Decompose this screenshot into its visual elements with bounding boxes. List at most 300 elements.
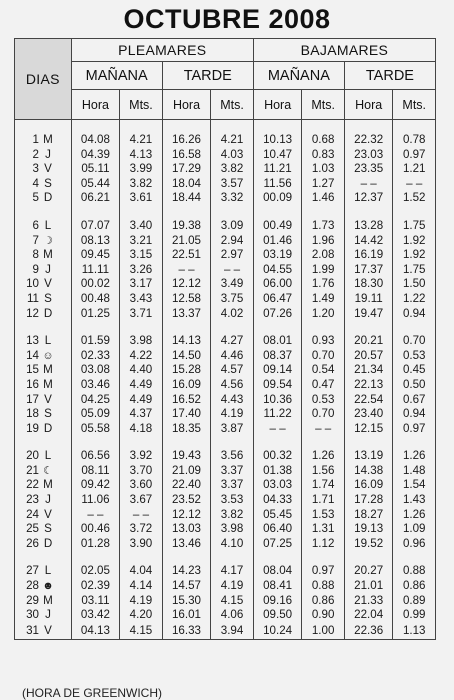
spacer-cell xyxy=(211,206,254,219)
low-am-time: 11.56 xyxy=(253,177,302,192)
low-pm-time: 23.03 xyxy=(344,148,393,163)
high-pm-time: 12.12 xyxy=(162,508,211,523)
high-pm-height: 4.17 xyxy=(211,564,254,579)
high-pm-height: 4.03 xyxy=(211,148,254,163)
high-am-height: 3.71 xyxy=(120,307,163,322)
bajamares-manana-header: MAÑANA xyxy=(253,62,344,90)
low-am-height: 0.83 xyxy=(302,148,345,163)
high-pm-time: 16.33 xyxy=(162,623,211,640)
high-am-height: 3.61 xyxy=(120,191,163,206)
high-pm-height: 2.94 xyxy=(211,234,254,249)
table-row xyxy=(15,564,436,579)
high-am-height: 3.17 xyxy=(120,277,163,292)
low-pm-time: 21.33 xyxy=(344,594,393,609)
low-pm-time: 22.36 xyxy=(344,623,393,640)
weekday-letter: D xyxy=(43,191,53,205)
high-pm-height: 4.19 xyxy=(211,579,254,594)
day-cell xyxy=(15,422,72,437)
day-number: 31 xyxy=(26,623,39,637)
table-row xyxy=(15,191,436,206)
high-pm-height: 3.87 xyxy=(211,422,254,437)
low-am-time: 01.46 xyxy=(253,234,302,249)
day-number: 23 xyxy=(26,493,39,507)
day-number: 7 xyxy=(32,233,39,247)
low-pm-height: 1.26 xyxy=(393,508,436,523)
high-am-height: 3.21 xyxy=(120,234,163,249)
spacer-cell xyxy=(71,551,120,564)
low-pm-height: 0.50 xyxy=(393,378,436,393)
low-am-time: 07.26 xyxy=(253,307,302,322)
low-am-height: 1.96 xyxy=(302,234,345,249)
high-am-height: 4.37 xyxy=(120,407,163,422)
low-am-height: 1.00 xyxy=(302,623,345,640)
high-am-time: 02.33 xyxy=(71,349,120,364)
high-pm-height: 4.15 xyxy=(211,594,254,609)
spacer-cell xyxy=(344,206,393,219)
high-pm-height: 4.57 xyxy=(211,363,254,378)
weekday-letter: V xyxy=(44,277,52,291)
table-row xyxy=(15,133,436,148)
low-am-height: 1.74 xyxy=(302,478,345,493)
spacer-cell xyxy=(211,321,254,334)
low-am-time: 09.54 xyxy=(253,378,302,393)
day-number: 30 xyxy=(26,608,39,622)
low-pm-time: 22.04 xyxy=(344,608,393,623)
day-number: 8 xyxy=(32,248,39,262)
high-am-time: 06.56 xyxy=(71,449,120,464)
low-am-time: 10.24 xyxy=(253,623,302,640)
spacer-cell xyxy=(344,436,393,449)
low-pm-time: 13.19 xyxy=(344,449,393,464)
high-pm-time: 16.09 xyxy=(162,378,211,393)
low-pm-time: 16.09 xyxy=(344,478,393,493)
hora-header: Hora xyxy=(344,90,393,120)
low-am-time: 09.14 xyxy=(253,363,302,378)
weekday-letter: M xyxy=(43,363,53,377)
low-pm-time: 20.21 xyxy=(344,334,393,349)
high-pm-height: 4.43 xyxy=(211,393,254,408)
day-cell xyxy=(15,363,72,378)
low-am-time: 01.38 xyxy=(253,464,302,479)
low-am-time: 09.16 xyxy=(253,594,302,609)
high-am-time: 04.13 xyxy=(71,623,120,640)
table-row xyxy=(15,334,436,349)
high-am-height: 4.19 xyxy=(120,594,163,609)
high-pm-height: 3.82 xyxy=(211,508,254,523)
low-pm-time: 18.27 xyxy=(344,508,393,523)
high-am-height: 3.15 xyxy=(120,248,163,263)
tide-table-body xyxy=(15,120,436,640)
spacer-cell xyxy=(253,551,302,564)
spacer-cell xyxy=(344,551,393,564)
low-pm-time: 21.34 xyxy=(344,363,393,378)
low-am-time: 06.47 xyxy=(253,292,302,307)
table-row xyxy=(15,522,436,537)
table-row xyxy=(15,449,436,464)
low-am-height: 1.12 xyxy=(302,537,345,552)
high-pm-time: 18.44 xyxy=(162,191,211,206)
high-am-time: 00.02 xyxy=(71,277,120,292)
spacer-cell xyxy=(393,206,436,219)
moon-phase-icon: ☺ xyxy=(42,349,54,362)
high-pm-time: 12.58 xyxy=(162,292,211,307)
weekday-letter: S xyxy=(44,407,52,421)
spacer-cell xyxy=(393,321,436,334)
low-pm-height: 1.75 xyxy=(393,263,436,278)
high-pm-time: 16.58 xyxy=(162,148,211,163)
high-am-time: 03.42 xyxy=(71,608,120,623)
page-title: OCTUBRE 2008 xyxy=(123,4,331,34)
high-am-time: 03.08 xyxy=(71,363,120,378)
day-cell xyxy=(15,349,72,364)
day-cell xyxy=(15,191,72,206)
low-pm-time: 19.52 xyxy=(344,537,393,552)
low-am-height: 0.97 xyxy=(302,564,345,579)
high-pm-time: 14.13 xyxy=(162,334,211,349)
spacer-cell xyxy=(211,551,254,564)
high-pm-height: 3.75 xyxy=(211,292,254,307)
low-pm-height: 1.92 xyxy=(393,234,436,249)
day-number: 28 xyxy=(26,579,39,593)
high-am-height: 3.98 xyxy=(120,334,163,349)
weekday-letter: S xyxy=(44,176,52,190)
high-pm-time: 16.52 xyxy=(162,393,211,408)
weekday-letter: M xyxy=(43,593,53,607)
table-row xyxy=(15,248,436,263)
day-cell xyxy=(15,623,72,640)
spacer-cell xyxy=(120,321,163,334)
high-pm-height: 3.37 xyxy=(211,464,254,479)
weekday-letter: J xyxy=(45,262,51,276)
high-am-height: 3.40 xyxy=(120,219,163,234)
weekday-letter: D xyxy=(43,306,53,320)
day-number: 17 xyxy=(26,392,39,406)
day-number: 10 xyxy=(26,277,39,291)
high-pm-time: 15.30 xyxy=(162,594,211,609)
weekday-letter: L xyxy=(44,334,52,348)
spacer-cell xyxy=(302,551,345,564)
high-am-time: 00.48 xyxy=(71,292,120,307)
low-am-height: 1.76 xyxy=(302,277,345,292)
weekday-letter: M xyxy=(43,478,53,492)
day-cell xyxy=(15,493,72,508)
spacer-cell xyxy=(211,120,254,134)
high-pm-time: 23.52 xyxy=(162,493,211,508)
table-row xyxy=(15,277,436,292)
day-number: 19 xyxy=(26,421,39,435)
low-am-height: 0.68 xyxy=(302,133,345,148)
high-am-height: 4.40 xyxy=(120,363,163,378)
high-am-height: 4.22 xyxy=(120,349,163,364)
group-spacer xyxy=(15,321,436,334)
low-pm-height: – – xyxy=(393,177,436,192)
high-pm-time: 13.46 xyxy=(162,537,211,552)
table-row xyxy=(15,307,436,322)
table-row xyxy=(15,537,436,552)
high-pm-height: 2.97 xyxy=(211,248,254,263)
day-number: 11 xyxy=(26,291,39,305)
high-pm-time: 22.51 xyxy=(162,248,211,263)
day-cell xyxy=(15,219,72,234)
low-am-time: 10.13 xyxy=(253,133,302,148)
day-number: 20 xyxy=(26,449,39,463)
high-am-height: 4.15 xyxy=(120,623,163,640)
high-am-time: 08.11 xyxy=(71,464,120,479)
low-pm-height: 0.97 xyxy=(393,148,436,163)
high-am-time: 09.42 xyxy=(71,478,120,493)
low-pm-height: 1.22 xyxy=(393,292,436,307)
day-cell xyxy=(15,594,72,609)
high-am-height: 3.60 xyxy=(120,478,163,493)
high-am-height: 3.72 xyxy=(120,522,163,537)
low-am-height: 1.03 xyxy=(302,162,345,177)
high-pm-time: 12.12 xyxy=(162,277,211,292)
weekday-letter: V xyxy=(44,392,52,406)
low-pm-time: 16.19 xyxy=(344,248,393,263)
low-pm-height: 0.70 xyxy=(393,334,436,349)
table-row xyxy=(15,349,436,364)
high-am-height: 4.04 xyxy=(120,564,163,579)
high-pm-time: 16.26 xyxy=(162,133,211,148)
spacer-cell xyxy=(120,206,163,219)
low-am-height: – – xyxy=(302,422,345,437)
day-number: 22 xyxy=(26,478,39,492)
table-row xyxy=(15,407,436,422)
low-pm-height: 1.75 xyxy=(393,219,436,234)
low-am-height: 1.27 xyxy=(302,177,345,192)
high-am-time: 04.08 xyxy=(71,133,120,148)
pleamares-tarde-header: TARDE xyxy=(162,62,253,90)
day-number: 9 xyxy=(32,262,39,276)
low-am-time: 09.50 xyxy=(253,608,302,623)
weekday-letter: D xyxy=(43,421,53,435)
high-pm-height: 4.10 xyxy=(211,537,254,552)
day-cell xyxy=(15,407,72,422)
spacer-cell xyxy=(71,120,120,134)
high-am-height: 3.92 xyxy=(120,449,163,464)
table-row xyxy=(15,508,436,523)
high-am-time: 07.07 xyxy=(71,219,120,234)
high-pm-time: – – xyxy=(162,263,211,278)
high-am-time: 08.13 xyxy=(71,234,120,249)
spacer-cell xyxy=(253,120,302,134)
low-am-time: 10.36 xyxy=(253,393,302,408)
table-row xyxy=(15,579,436,594)
day-cell xyxy=(15,162,72,177)
low-am-height: 1.46 xyxy=(302,191,345,206)
low-pm-time: 23.35 xyxy=(344,162,393,177)
high-am-time: 09.45 xyxy=(71,248,120,263)
low-pm-height: 1.52 xyxy=(393,191,436,206)
day-cell xyxy=(15,277,72,292)
high-am-time: 03.46 xyxy=(71,378,120,393)
spacer-cell xyxy=(162,321,211,334)
high-am-height: 3.90 xyxy=(120,537,163,552)
low-pm-time: 12.15 xyxy=(344,422,393,437)
high-am-height: – – xyxy=(120,508,163,523)
low-am-height: 0.93 xyxy=(302,334,345,349)
spacer-cell xyxy=(15,321,72,334)
table-row xyxy=(15,234,436,249)
dias-header: DIAS xyxy=(15,39,72,120)
low-am-height: 0.47 xyxy=(302,378,345,393)
day-number: 6 xyxy=(32,218,39,232)
high-am-time: 05.44 xyxy=(71,177,120,192)
day-cell xyxy=(15,537,72,552)
hora-header: Hora xyxy=(162,90,211,120)
low-pm-height: 0.67 xyxy=(393,393,436,408)
high-am-time: – – xyxy=(71,508,120,523)
low-pm-time: – – xyxy=(344,177,393,192)
low-pm-height: 0.94 xyxy=(393,307,436,322)
day-cell xyxy=(15,508,72,523)
low-pm-height: 1.48 xyxy=(393,464,436,479)
low-am-height: 0.53 xyxy=(302,393,345,408)
low-am-height: 1.56 xyxy=(302,464,345,479)
high-am-time: 05.11 xyxy=(71,162,120,177)
high-pm-time: 21.09 xyxy=(162,464,211,479)
high-pm-time: 15.28 xyxy=(162,363,211,378)
day-cell xyxy=(15,522,72,537)
low-pm-time: 17.28 xyxy=(344,493,393,508)
table-row xyxy=(15,393,436,408)
group-spacer xyxy=(15,120,436,134)
low-am-time: 04.55 xyxy=(253,263,302,278)
table-row xyxy=(15,378,436,393)
low-pm-height: 0.45 xyxy=(393,363,436,378)
day-cell xyxy=(15,334,72,349)
pleamares-manana-header: MAÑANA xyxy=(71,62,162,90)
low-pm-time: 22.13 xyxy=(344,378,393,393)
high-am-time: 03.11 xyxy=(71,594,120,609)
spacer-cell xyxy=(253,436,302,449)
high-am-time: 11.11 xyxy=(71,263,120,278)
spacer-cell xyxy=(15,436,72,449)
spacer-cell xyxy=(302,436,345,449)
weekday-letter: V xyxy=(44,623,52,637)
low-am-height: 1.73 xyxy=(302,219,345,234)
moon-phase-icon: ☻ xyxy=(42,580,54,593)
bajamares-header: BAJAMARES xyxy=(253,39,435,62)
spacer-cell xyxy=(15,120,72,134)
weekday-letter: S xyxy=(44,522,52,536)
low-pm-height: 1.26 xyxy=(393,449,436,464)
weekday-letter: D xyxy=(43,536,53,550)
low-pm-height: 1.54 xyxy=(393,478,436,493)
day-number: 18 xyxy=(26,407,39,421)
weekday-letter: M xyxy=(43,377,53,391)
low-am-time: 03.03 xyxy=(253,478,302,493)
day-cell xyxy=(15,449,72,464)
low-am-height: 0.54 xyxy=(302,363,345,378)
group-spacer xyxy=(15,206,436,219)
low-pm-time: 14.42 xyxy=(344,234,393,249)
mts-header: Mts. xyxy=(120,90,163,120)
day-cell xyxy=(15,234,72,249)
day-cell xyxy=(15,564,72,579)
low-am-height: 0.70 xyxy=(302,407,345,422)
low-am-height: 1.49 xyxy=(302,292,345,307)
spacer-cell xyxy=(71,436,120,449)
low-am-time: 10.47 xyxy=(253,148,302,163)
low-pm-time: 23.40 xyxy=(344,407,393,422)
high-am-time: 06.21 xyxy=(71,191,120,206)
weekday-letter: L xyxy=(44,218,52,232)
low-pm-height: 1.92 xyxy=(393,248,436,263)
pleamares-header: PLEAMARES xyxy=(71,39,253,62)
high-pm-height: 3.94 xyxy=(211,623,254,640)
weekday-letter: M xyxy=(43,248,53,262)
table-row xyxy=(15,478,436,493)
high-pm-height: 3.37 xyxy=(211,478,254,493)
low-pm-height: 0.78 xyxy=(393,133,436,148)
high-am-time: 02.05 xyxy=(71,564,120,579)
low-am-height: 0.90 xyxy=(302,608,345,623)
low-am-time: 08.01 xyxy=(253,334,302,349)
day-number: 12 xyxy=(26,306,39,320)
high-pm-height: 3.49 xyxy=(211,277,254,292)
weekday-letter: J xyxy=(45,493,51,507)
day-number: 3 xyxy=(32,162,39,176)
low-am-time: 00.49 xyxy=(253,219,302,234)
day-number: 15 xyxy=(26,363,39,377)
high-pm-height: 4.21 xyxy=(211,133,254,148)
day-number: 13 xyxy=(26,334,39,348)
high-am-time: 01.25 xyxy=(71,307,120,322)
low-am-time: 07.25 xyxy=(253,537,302,552)
day-number: 5 xyxy=(32,191,39,205)
high-pm-time: 17.29 xyxy=(162,162,211,177)
table-row xyxy=(15,464,436,479)
high-am-height: 4.14 xyxy=(120,579,163,594)
hora-header: Hora xyxy=(253,90,302,120)
high-pm-height: – – xyxy=(211,263,254,278)
high-am-height: 3.82 xyxy=(120,177,163,192)
weekday-letter: J xyxy=(45,608,51,622)
low-am-time: 06.40 xyxy=(253,522,302,537)
high-pm-time: 14.57 xyxy=(162,579,211,594)
weekday-letter: V xyxy=(44,507,52,521)
low-pm-height: 0.99 xyxy=(393,608,436,623)
weekday-letter: M xyxy=(43,133,53,146)
low-pm-height: 1.13 xyxy=(393,623,436,640)
high-am-time: 04.25 xyxy=(71,393,120,408)
low-am-height: 1.53 xyxy=(302,508,345,523)
group-spacer xyxy=(15,551,436,564)
high-pm-time: 18.04 xyxy=(162,177,211,192)
low-pm-time: 13.28 xyxy=(344,219,393,234)
table-row xyxy=(15,422,436,437)
high-pm-height: 4.06 xyxy=(211,608,254,623)
day-number: 1 xyxy=(32,133,39,146)
table-row xyxy=(15,148,436,163)
spacer-cell xyxy=(344,321,393,334)
high-pm-height: 3.09 xyxy=(211,219,254,234)
low-am-time: 05.45 xyxy=(253,508,302,523)
low-am-height: 1.26 xyxy=(302,449,345,464)
day-cell xyxy=(15,608,72,623)
spacer-cell xyxy=(162,436,211,449)
day-cell xyxy=(15,292,72,307)
high-pm-height: 4.46 xyxy=(211,349,254,364)
spacer-cell xyxy=(162,206,211,219)
day-number: 29 xyxy=(26,593,39,607)
high-am-height: 4.18 xyxy=(120,422,163,437)
high-pm-time: 19.38 xyxy=(162,219,211,234)
day-number: 4 xyxy=(32,176,39,190)
moon-phase-icon: ☾ xyxy=(43,464,53,477)
high-pm-height: 3.32 xyxy=(211,191,254,206)
